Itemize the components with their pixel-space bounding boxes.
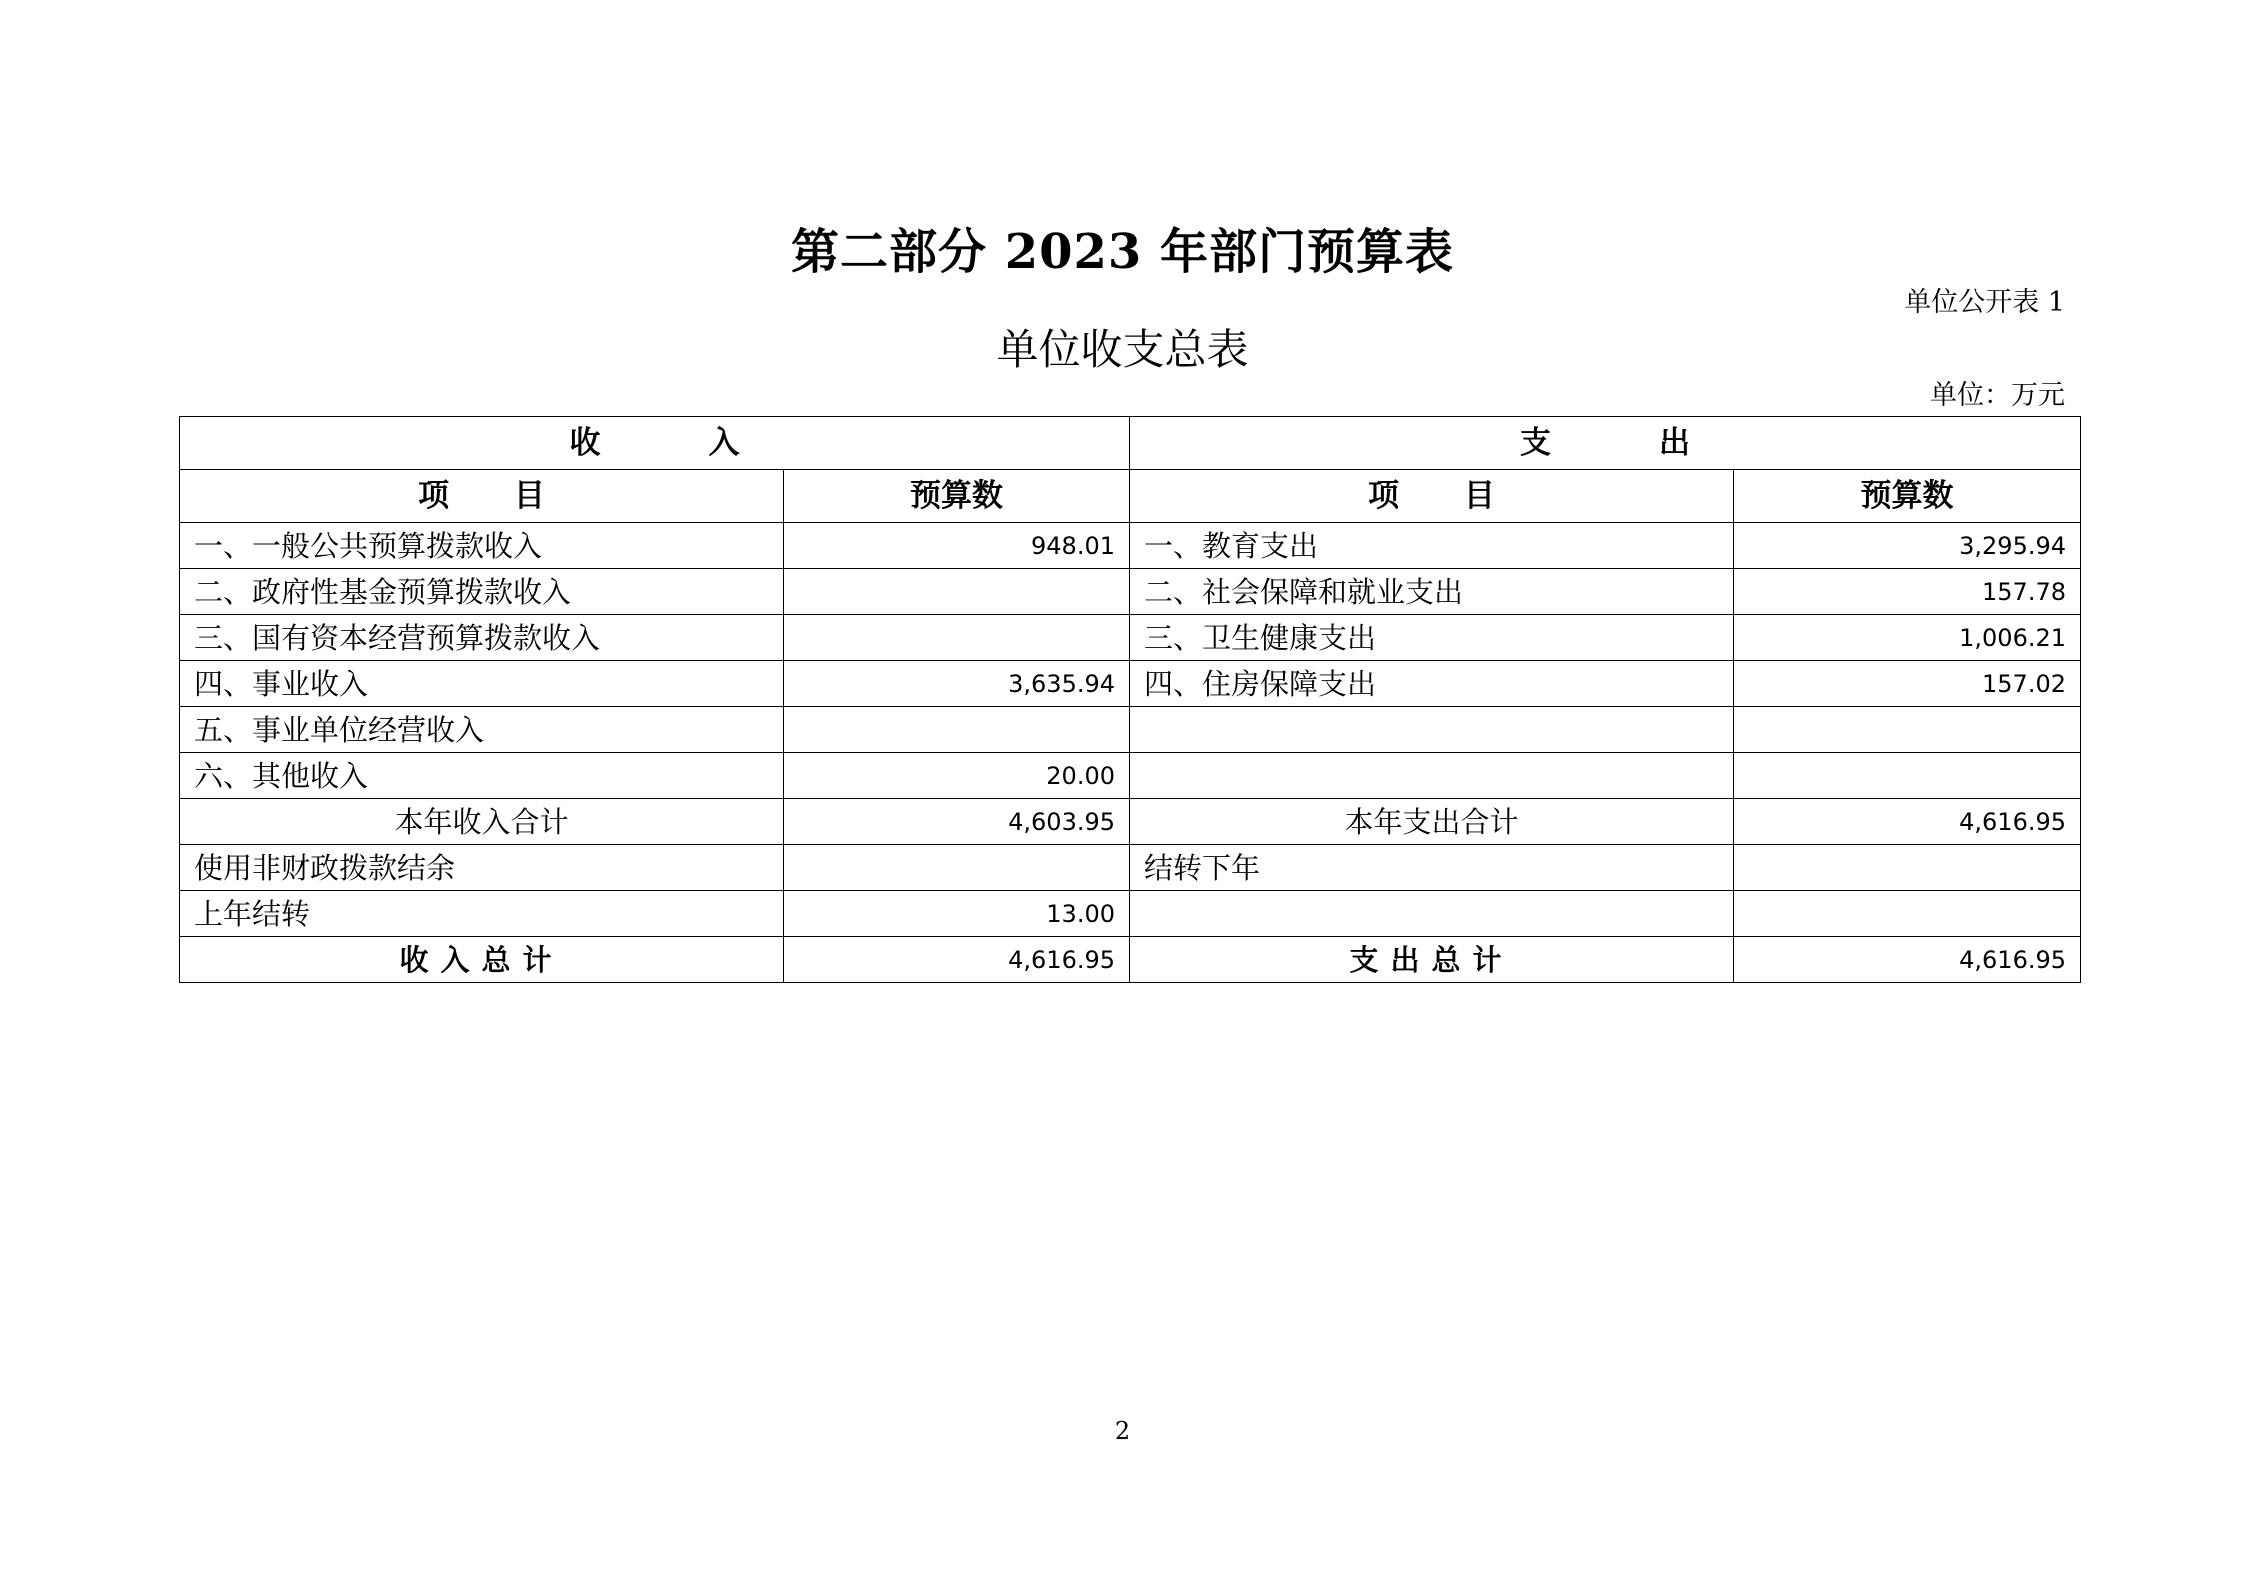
income-total-value: 4,616.95 (784, 937, 1130, 983)
expense-total-label: 支出总计 (1130, 937, 1734, 983)
table-header-row (180, 417, 2081, 470)
income-item: 二、政府性基金预算拨款收入 (180, 569, 784, 615)
income-item: 一、一般公共预算拨款收入 (180, 523, 784, 569)
table-row (180, 615, 2081, 661)
income-total-label: 收入总计 (180, 937, 784, 983)
table-row (180, 661, 2081, 707)
expense-item: 三、卫生健康支出 (1130, 615, 1734, 661)
income-item: 使用非财政拨款结余 (180, 845, 784, 891)
income-item: 四、事业收入 (180, 661, 784, 707)
expense-subtotal-value: 4,616.95 (1734, 799, 2081, 845)
budget-summary-table (179, 416, 2081, 983)
expense-value (1734, 891, 2081, 937)
income-value: 948.01 (784, 523, 1130, 569)
income-item: 五、事业单位经营收入 (180, 707, 784, 753)
income-item: 六、其他收入 (180, 753, 784, 799)
expense-item-column-header: 项 目 (1130, 470, 1734, 523)
expense-header: 支 出 (1130, 417, 2081, 470)
income-value (784, 569, 1130, 615)
table-title: 单位收支总表 (996, 325, 1249, 374)
income-item-column-header: 项 目 (180, 470, 784, 523)
income-subtotal-value: 4,603.95 (784, 799, 1130, 845)
income-header: 收 入 (180, 417, 1130, 470)
income-item: 三、国有资本经营预算拨款收入 (180, 615, 784, 661)
table-row (180, 523, 2081, 569)
income-value: 20.00 (784, 753, 1130, 799)
table-row (180, 569, 2081, 615)
expense-value: 1,006.21 (1734, 615, 2081, 661)
page-number: 2 (1114, 1417, 1131, 1445)
expense-item: 二、社会保障和就业支出 (1130, 569, 1734, 615)
expense-item: 结转下年 (1130, 845, 1734, 891)
page-title: 第二部分 2023 年部门预算表 (790, 224, 1455, 280)
income-subtotal-label: 本年收入合计 (180, 799, 784, 845)
table-row (180, 707, 2081, 753)
expense-item: 一、教育支出 (1130, 523, 1734, 569)
expense-item (1130, 707, 1734, 753)
income-value (784, 707, 1130, 753)
table-row (180, 845, 2081, 891)
form-number: 单位公开表 1 (1904, 287, 2065, 318)
expense-item (1130, 891, 1734, 937)
expense-value (1734, 707, 2081, 753)
income-value: 3,635.94 (784, 661, 1130, 707)
income-item: 上年结转 (180, 891, 784, 937)
expense-item (1130, 753, 1734, 799)
expense-total-value: 4,616.95 (1734, 937, 2081, 983)
grand-total-row (180, 937, 2081, 983)
income-value (784, 845, 1130, 891)
income-value (784, 615, 1130, 661)
column-header-row (180, 470, 2081, 523)
expense-value: 157.78 (1734, 569, 2081, 615)
subtotal-row (180, 799, 2081, 845)
expense-item: 四、住房保障支出 (1130, 661, 1734, 707)
expense-value: 157.02 (1734, 661, 2081, 707)
income-budget-column-header: 预算数 (784, 470, 1130, 523)
income-value: 13.00 (784, 891, 1130, 937)
table-row (180, 753, 2081, 799)
unit-label: 单位：万元 (1930, 380, 2065, 411)
expense-budget-column-header: 预算数 (1734, 470, 2081, 523)
table-row (180, 891, 2081, 937)
expense-value (1734, 753, 2081, 799)
expense-value (1734, 845, 2081, 891)
expense-value: 3,295.94 (1734, 523, 2081, 569)
expense-subtotal-label: 本年支出合计 (1130, 799, 1734, 845)
